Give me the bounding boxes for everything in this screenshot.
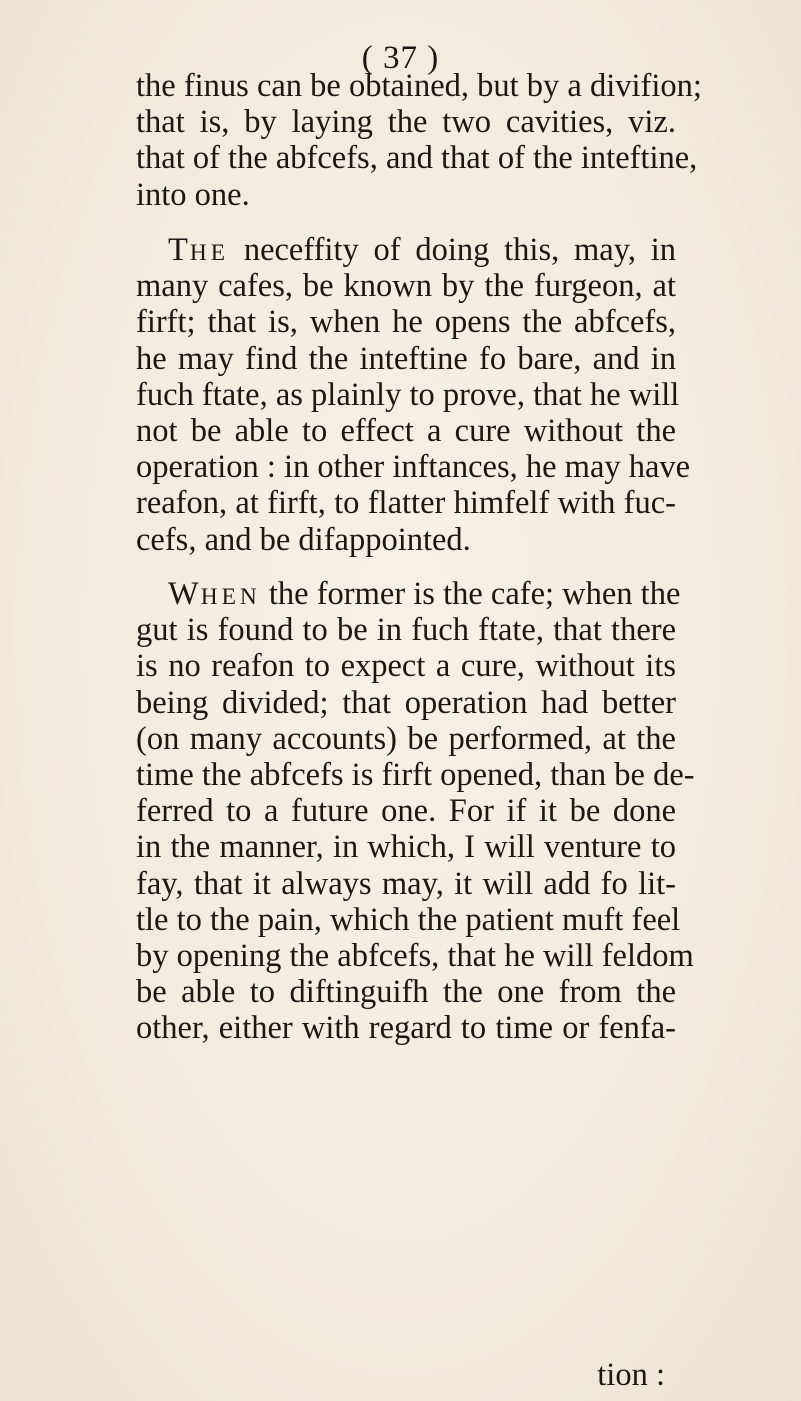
- text-line: cefs, and be difappointed.: [136, 521, 471, 558]
- text-line: ferred to a future one. For if it be done: [136, 793, 676, 830]
- text-line: not be able to effect a cure without the: [136, 412, 676, 449]
- text-line: firft; that is, when he opens the abfcefs,: [136, 304, 676, 341]
- text-line: other, either with regard to time or fenfa-: [136, 1010, 676, 1047]
- text-line: operation : in other inftances, he may have: [136, 449, 691, 486]
- text-line: in the manner, in which, I will venture to: [136, 829, 676, 866]
- text-line: fay, that it always may, it will add fo lit-: [136, 865, 676, 902]
- text-line: reafon, at firft, to flatter himfelf with fuc-: [136, 485, 676, 522]
- page-number: ( 37 ): [361, 40, 440, 76]
- paragraph-1: [136, 68, 702, 213]
- small-caps-word: HEN: [200, 584, 261, 610]
- small-caps-word: HE: [189, 240, 230, 266]
- text-line: he may find the inteftine fo bare, and in: [136, 340, 676, 377]
- first-line-text: neceffity of doing this, may, in: [243, 232, 677, 268]
- text-line-first: [136, 576, 681, 612]
- initial-capital: W: [168, 576, 201, 612]
- text-line: be able to diftinguifh the one from the: [136, 974, 676, 1011]
- text-line: tle to the pain, which the patient muft feel: [136, 901, 681, 938]
- text-line: that is, by laying the two cavities, viz.: [136, 104, 676, 141]
- initial-capital: T: [168, 232, 190, 268]
- text-line: that of the abfcefs, and that of the inteftine,: [136, 140, 698, 177]
- text-line: fuch ftate, as plainly to prove, that he will: [136, 376, 680, 413]
- text-line-first: [136, 232, 676, 268]
- first-line-text: the former is the cafe; when the: [268, 576, 681, 612]
- paragraph-3: [136, 576, 695, 1047]
- text-line: by opening the abfcefs, that he will feldom: [136, 937, 694, 974]
- text-line: is no reafon to expect a cure, without its: [136, 648, 676, 685]
- text-line: many cafes, be known by the furgeon, at: [136, 268, 676, 305]
- text-line: time the abfcefs is firft opened, than be de-: [136, 756, 695, 793]
- catchword: tion :: [597, 1357, 665, 1393]
- text-line: (on many accounts) be performed, at the: [136, 720, 676, 757]
- paragraph-2: [136, 232, 691, 558]
- text-line: the finus can be obtained, but by a divifion;: [136, 68, 702, 104]
- text-line: being divided; that operation had better: [136, 684, 676, 721]
- text-line: gut is found to be in fuch ftate, that there: [136, 612, 676, 649]
- text-line: into one.: [136, 176, 250, 213]
